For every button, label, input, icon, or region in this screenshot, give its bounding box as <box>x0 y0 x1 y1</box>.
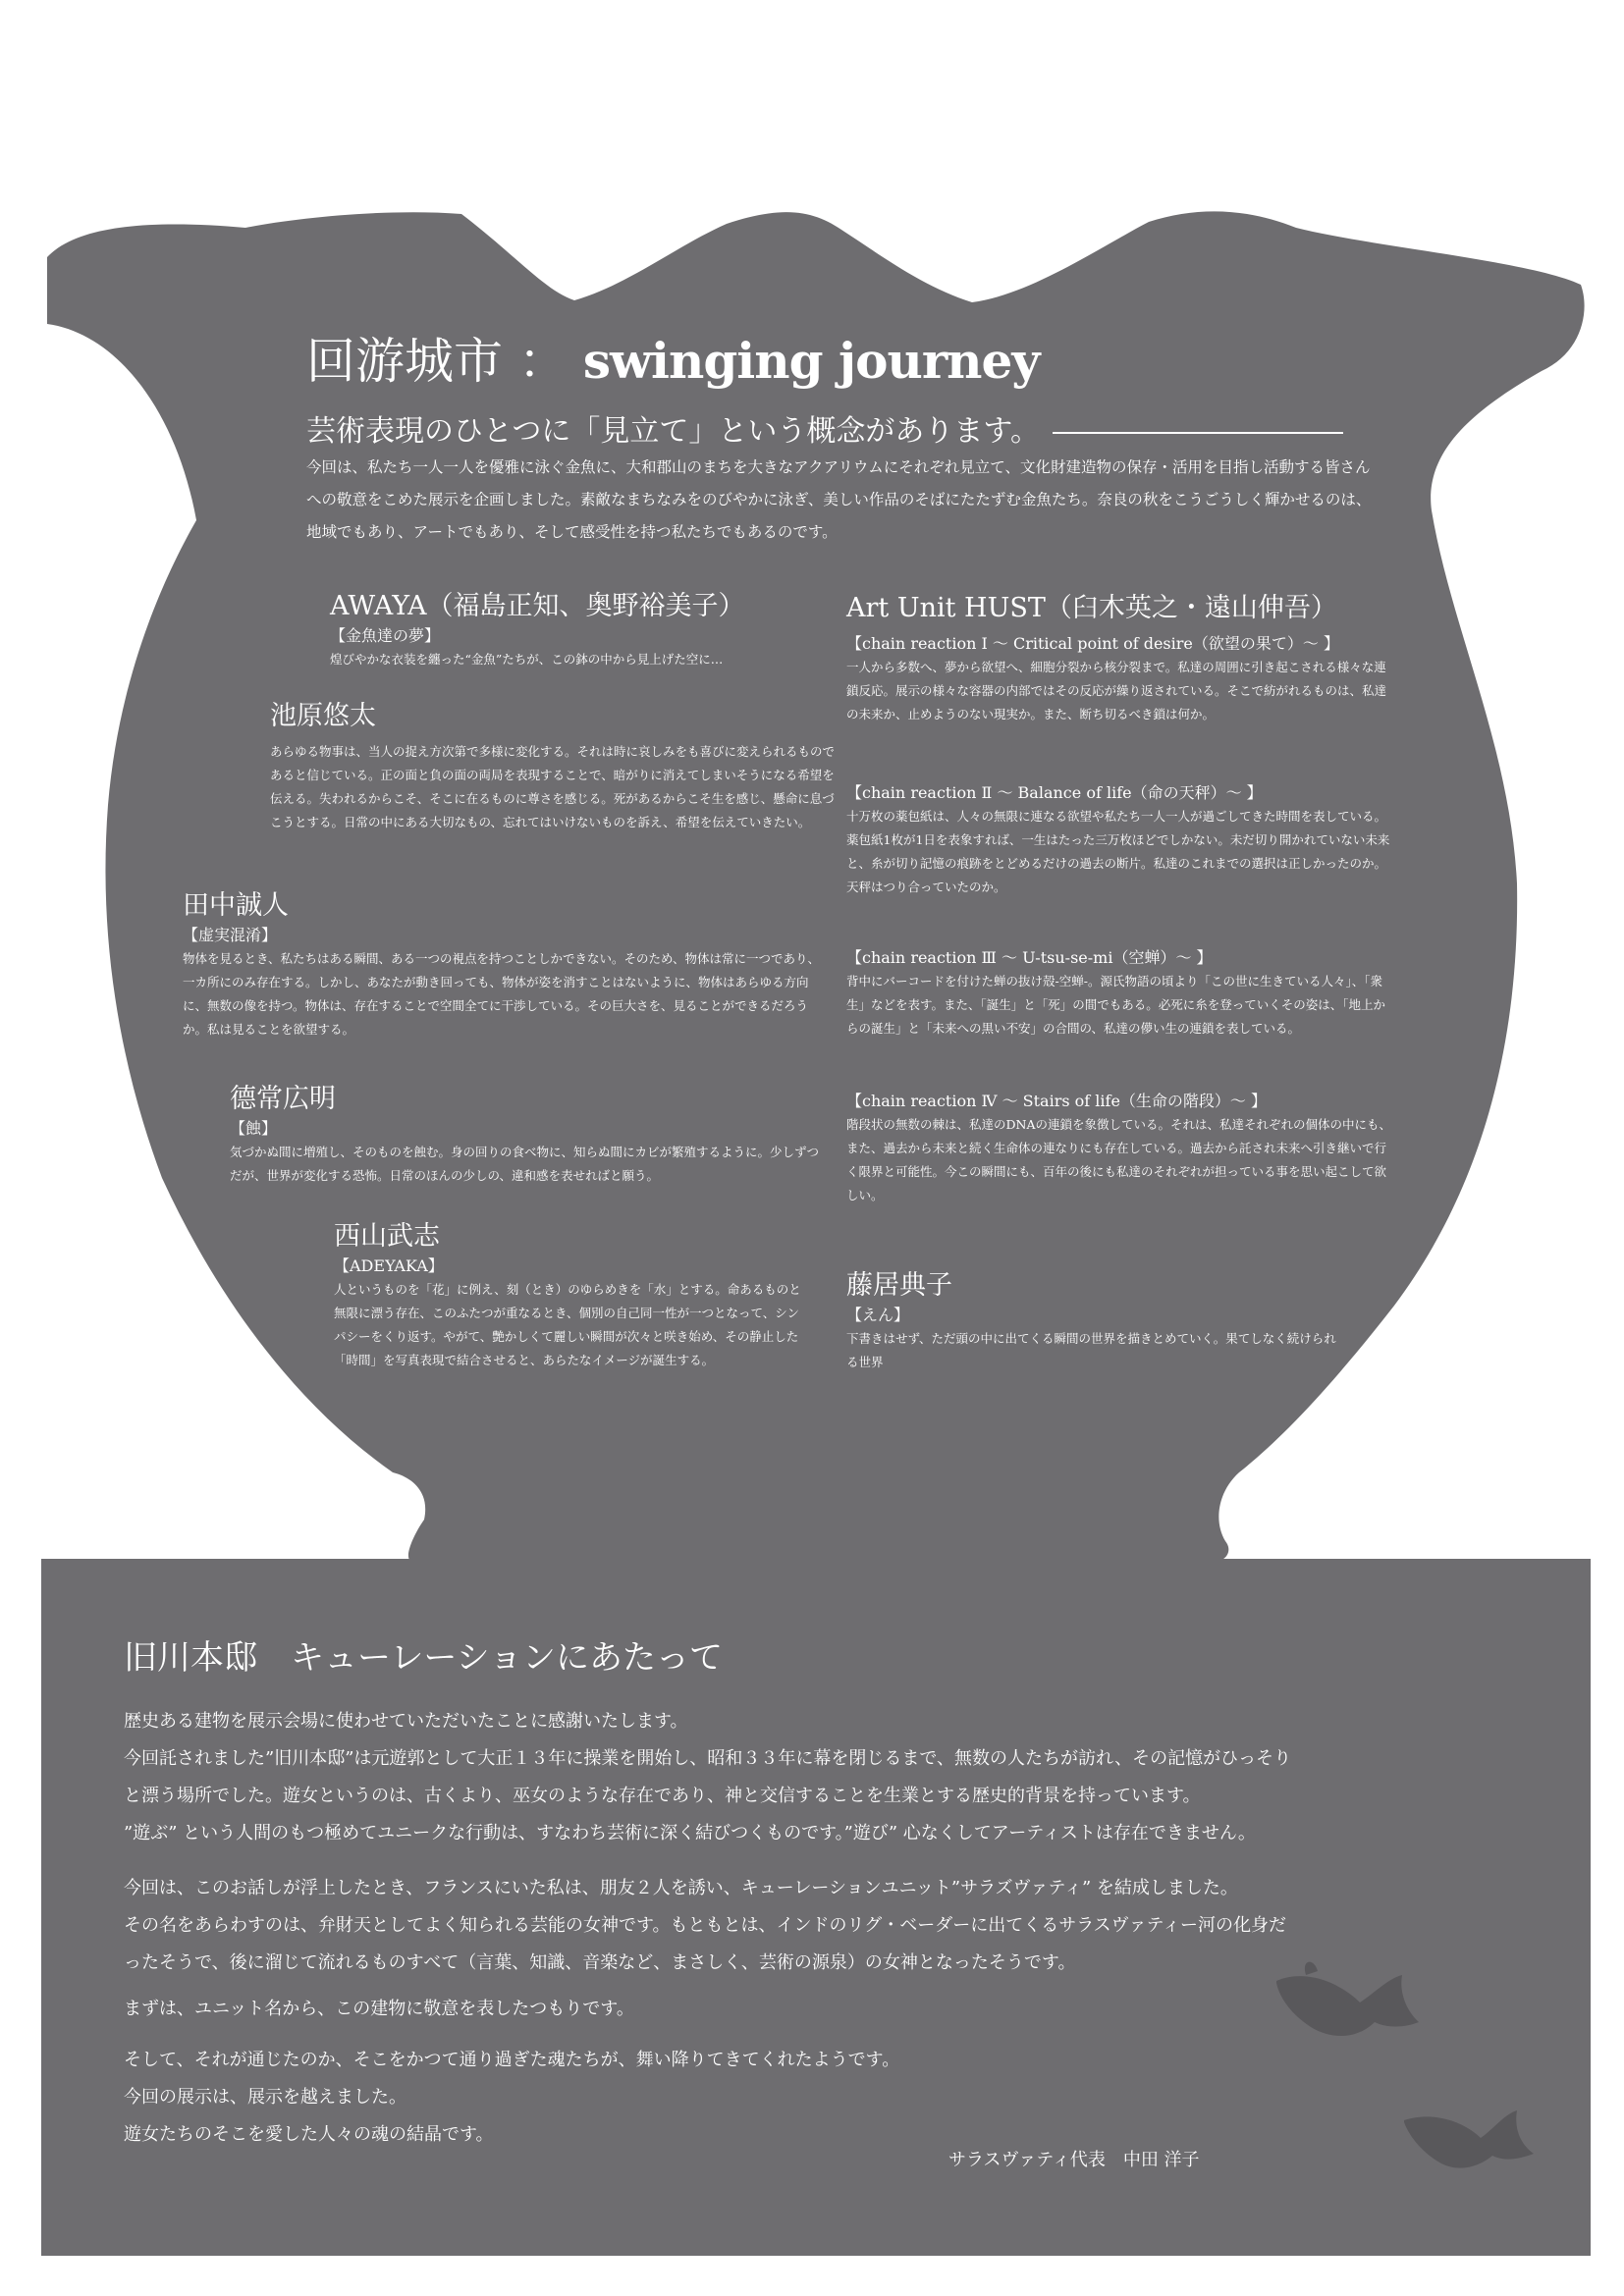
artist-desc: 下書きはせず、ただ頭の中に出てくる瞬間の世界を描きとめていく。果てしなく続けられる世界 <box>846 1331 1336 1369</box>
paragraph-line: その名をあらわすのは、弁財天としてよく知られる芸能の女神です。もともとは、インドのリグ・ベーダーに出てくるサラスヴァティー河の化身だったそうで、後に溜じて流れるものすべて（言葉、知識、音楽など、まさしく、芸術の源泉）の女神となったそうです。 <box>124 1915 1287 1973</box>
goldfish-icon <box>1404 2110 1534 2168</box>
artist-name: 池原悠太 <box>270 701 376 731</box>
intro-text: 今回は、私たち一人一人を優雅に泳ぐ金魚に、大和郡山のまちを大きなアクアリウムにそれぞれ見立て、文化財建造物の保存・活用を目指し活動する皆さんへの敬意をこめた展示を企画しました。素敵なまちなみをのびやかに泳ぎ、美しい作品のそばにたたずむ金魚たち。奈良の秋をこうごうしく輝かせるのは、地域でもあり、アートでもあり、そして感受性を持つ私たちでもあるのです。 <box>306 458 1372 541</box>
curation-paragraph-3: まずは、ユニット名から、この建物に敬意を表したつもりです。 <box>124 1999 634 2019</box>
artist-desc: あらゆる物事は、当人の捉え方次第で多様に変化する。それは時に哀しみをも喜びに変えられるものであると信じている。正の面と負の面の両局を表現することで、暗がりに消えてしまいそうになる希望を伝える。失われるからこそ、そこに在るものに尊さを感じる。死があるからこそ生を感じ、懸命に息づこうとする。日常の中にある大切なもの、忘れてはいけないものを訴え、希望を伝えていきたい。 <box>270 744 836 829</box>
artist-name: AWAYA（福島正知、奥野裕美子） <box>330 591 745 621</box>
work-title: 【chain reaction Ⅲ ～ U-tsu-se-mi（空蝉）～ 】 <box>846 948 1213 967</box>
artist-desc: 物体を見るとき、私たちはある瞬間、ある一つの視点を持つことしかできない。そのため、物体は常に一つであり、一カ所にのみ存在する。しかし、あなたが動き回っても、物体が姿を消すことはないように、物体はあらゆる方向に、無数の像を持つ。物体は、存在することで空間全てに干渉している。その巨大さを、見ることができるだろうか。私は見ることを欲望する。 <box>183 951 821 1037</box>
work-desc: 階段状の無数の棘は、私達のDNAの連鎖を象徴している。それは、私達それぞれの個体の中にも、また、過去から未来と続く生命体の連なりにも存在している。過去から託され未来へ引き継いで行く限界と可能性。今この瞬間にも、百年の後にも私達のそれぞれが担っている事を思い起こして欲しい。 <box>846 1117 1391 1202</box>
paragraph-line: そして、それが通じたのか、そこをかつて通り過ぎた魂たちが、舞い降りてきてくれたようです。 <box>124 2050 900 2070</box>
work-title: 【蝕】 <box>230 1119 278 1138</box>
artist-desc: 人というものを「花」に例え、刻（とき）のゆらめきを「水」とする。命あるものと無限に漂う存在、このふたつが重なるとき、個別の自己同一性が一つとなって、シンパシーをくり返す。やがて、艶かしくて麗しい瞬間が次々と咲き始め、その静止した「時間」を写真表現で結合させると、あらたなイメージが誕生する。 <box>334 1282 801 1367</box>
work-title: 【金魚達の夢】 <box>330 626 441 645</box>
signature: サラスヴァティ代表 中田 洋子 <box>948 2150 1200 2170</box>
curation-paragraph-1 <box>124 1703 1302 1852</box>
artist-name: 藤居典子 <box>846 1270 952 1301</box>
paragraph-line: 歴史ある建物を展示会場に使わせていただいたことに感謝いたします。 <box>124 1711 688 1732</box>
curation-paragraph-2 <box>124 1870 1302 1982</box>
work-title: 【chain reaction Ⅰ ～ Critical point of desire（欲望の果て）～ 】 <box>846 634 1339 653</box>
paragraph-line: ”遊ぶ” という人間のもつ極めてユニークな行動は、すなわち芸術に深く結びつくものです。”遊び” 心なくしてアーティストは存在できません。 <box>124 1823 1256 1843</box>
artist-hust: Art Unit HUST（臼木英之・遠山伸吾） <box>846 593 1337 623</box>
title-en: swinging journey <box>582 332 1040 390</box>
work-title: 【ADEYAKA】 <box>334 1256 444 1275</box>
work-desc: 背中にバーコードを付けた蝉の抜け殻-空蝉-。源氏物語の頃より「この世に生きている人々」、「衆生」などを表す。また、「誕生」と「死」の間でもある。必死に糸を登っていくその姿は、「地上からの誕生」と「未来への黒い不安」の合間の、私達の儚い生の連鎖を表している。 <box>846 974 1386 1036</box>
artist-desc: 気づかぬ間に増殖し、そのものを蝕む。身の回りの食べ物に、知らぬ間にカビが繁殖するように。少しずつだが、世界が変化する恐怖。日常のほんの少しの、違和感を表せればと願う。 <box>230 1145 820 1183</box>
artist-desc: 煌びやかな衣装を纏った“金魚”たちが、この鉢の中から見上げた空に… <box>330 652 724 667</box>
work-title: 【虚実混淆】 <box>183 926 278 944</box>
curation-title: 旧川本邸 キューレーションにあたって <box>124 1638 723 1678</box>
work-desc: 一人から多数へ、夢から欲望へ、細胞分裂から核分裂まで。私達の周囲に引き起こされる様々な連鎖反応。展示の様々な容器の内部ではその反応が繰り返されている。そこで紡がれるものは、私達の未来か、止めようのない現実か。また、断ち切るべき鎖は何か。 <box>846 660 1387 721</box>
artist-name: 西山武志 <box>334 1221 440 1252</box>
curation-paragraph-4 <box>124 2042 1302 2154</box>
paragraph-line: 今回の展示は、展示を越えました。 <box>124 2087 406 2108</box>
artist-name: 德常広明 <box>230 1084 336 1114</box>
work-desc: 十万枚の薬包紙は、人々の無限に連なる欲望や私たち一人一人が過ごしてきた時間を表している。薬包紙1枚が1日を表象すれば、一生はたった三万枚ほどでしかない。未だ切り開かれていない未来と、糸が切り記憶の痕跡をとどめるだけの過去の断片。私達のこれまでの選択は正しかったのか。天秤はつり合っていたのか。 <box>846 809 1390 894</box>
subtitle: 芸術表現のひとつに「見立て」という概念があります。 <box>306 414 1040 449</box>
artist-name: 田中誠人 <box>183 890 289 921</box>
work-title: 【えん】 <box>846 1306 910 1324</box>
paragraph-line: 遊女たちのそこを愛した人々の魂の結晶です。 <box>124 2124 494 2145</box>
title-jp: 回游城市 ： <box>306 333 568 390</box>
work-title: 【chain reaction Ⅱ ～ Balance of life（命の天秤）～ 】 <box>846 783 1263 802</box>
work-title: 【chain reaction Ⅳ ～ Stairs of life（生命の階段）～ 】 <box>846 1092 1268 1110</box>
paragraph-line: 今回託されました”旧川本邸”は元遊郭として大正１３年に操業を開始し、昭和３３年に幕を閉じるまで、無数の人たちが訪れ、その記憶がひっそりと漂う場所でした。遊女というのは、古くより、巫女のような存在であり、神と交信することを生業とする歴史的背景を持っています。 <box>124 1748 1292 1806</box>
paragraph-line: 今回は、このお話しが浮上したとき、フランスにいた私は、朋友２人を誘い、キューレーションユニット”サラズヴァティ” を結成しました。 <box>124 1878 1238 1898</box>
